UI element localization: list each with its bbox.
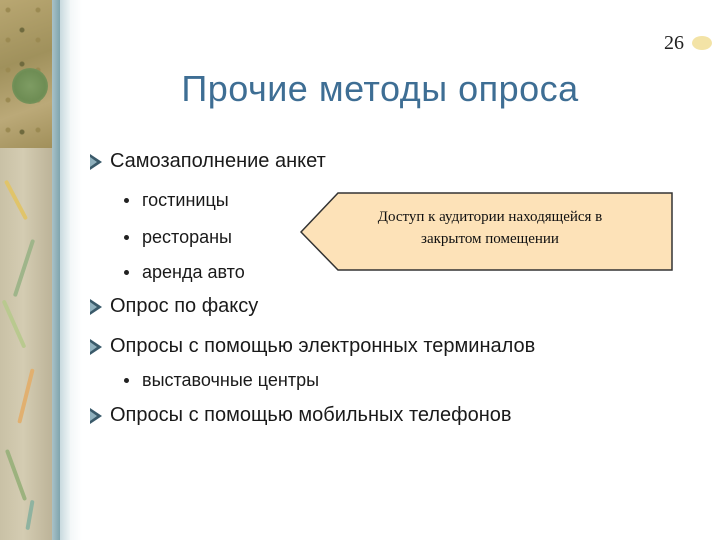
arrow-bullet-icon — [90, 339, 102, 355]
bullet-text: Опросы с помощью мобильных телефонов — [110, 404, 512, 426]
sub-bullet-text: гостиницы — [142, 190, 229, 210]
sub-bullet-item — [124, 190, 229, 211]
arrow-bullet-icon — [90, 408, 102, 424]
bullet-item — [90, 404, 512, 427]
bullet-item — [90, 335, 535, 358]
sub-bullet-text: рестораны — [142, 227, 232, 247]
sub-bullet-text: выставочные центры — [142, 370, 320, 390]
bullet-item — [90, 295, 258, 318]
sub-bullet-text: аренда авто — [142, 262, 245, 282]
callout-line-2: закрытом помещении — [421, 231, 559, 247]
bullet-text: Опрос по факсу — [110, 295, 259, 317]
sub-bullet-item — [124, 262, 245, 283]
sub-bullet-item — [124, 370, 319, 391]
bullet-item — [90, 150, 326, 173]
arrow-bullet-icon — [90, 299, 102, 315]
callout-line-1: Доступ к аудитории находящейся в — [377, 209, 603, 225]
bullet-text: Самозаполнение анкет — [110, 150, 326, 172]
dot-bullet-icon — [124, 270, 129, 275]
sub-bullet-item — [124, 227, 232, 248]
dot-bullet-icon — [124, 198, 129, 203]
dot-bullet-icon — [124, 235, 129, 240]
slide-number-oval — [692, 36, 712, 50]
slide-number: 26 — [664, 32, 684, 54]
arrow-bullet-icon — [90, 154, 102, 170]
callout-box — [300, 192, 674, 274]
dot-bullet-icon — [124, 378, 129, 383]
callout-text — [340, 206, 640, 250]
bullet-text: Опросы с помощью электронных терминалов — [110, 335, 536, 357]
slide-title: Прочие методы опроса — [181, 68, 579, 109]
